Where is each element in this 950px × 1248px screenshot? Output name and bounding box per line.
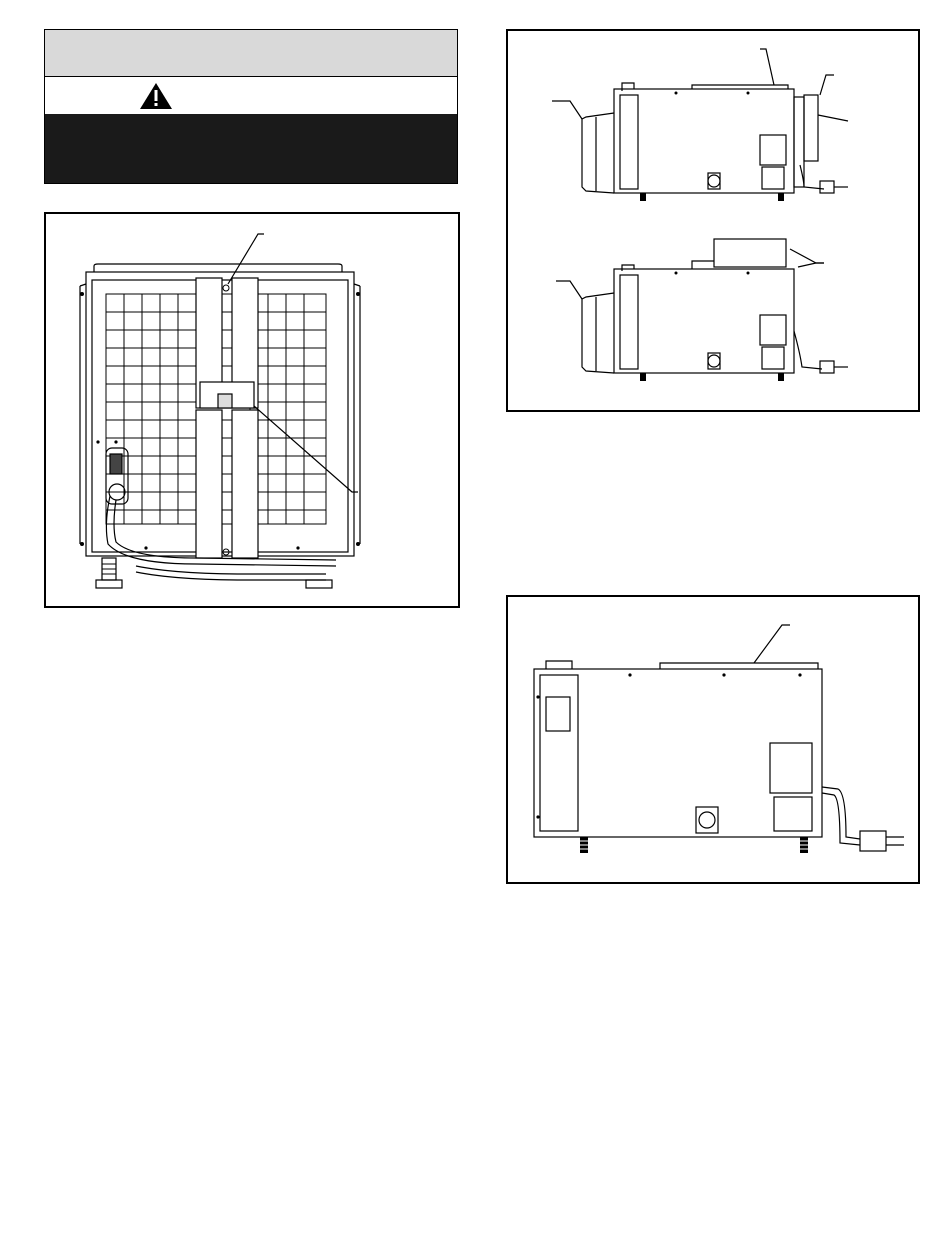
side-views-drawing: [508, 31, 918, 410]
figure-side-views-ducting: [506, 29, 920, 412]
warning-triangle-icon: [139, 82, 173, 110]
warning-box: [44, 29, 458, 184]
figure-side-view: [506, 595, 920, 884]
warning-header: [45, 30, 457, 77]
side-view-drawing: [508, 597, 918, 882]
figure-rear-view: [44, 212, 460, 608]
warning-body: [45, 114, 457, 183]
warning-signal-row: [45, 77, 457, 113]
rear-view-drawing: [46, 214, 458, 606]
